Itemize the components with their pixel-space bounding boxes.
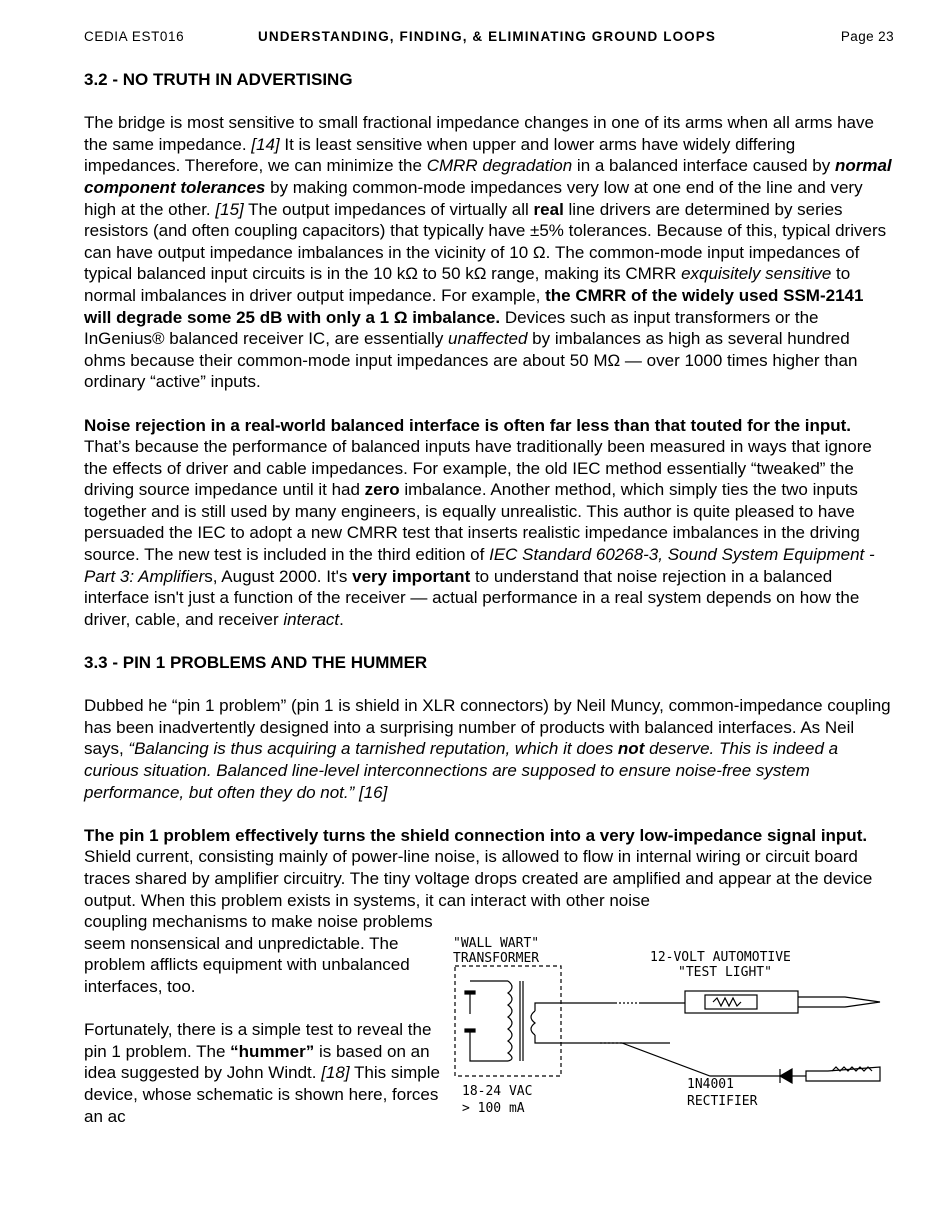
section-heading-3-2: 3.2 - NO TRUTH IN ADVERTISING <box>84 70 353 89</box>
label-wall-wart-line2: TRANSFORMER <box>453 951 540 967</box>
text: The bridge is most sensitive to small fractional impedance changes in one of its arms when all arms have the same impedance. <box>84 113 874 154</box>
text: It is least sensitive when upper and lower arms have widely differing impedances. Therefore, we can minimize the <box>84 134 796 176</box>
paragraph-hummer <box>84 1019 446 1127</box>
emphasis-noise-rejection-lead: Noise rejection in a real-world balanced interface is often far less than that touted for the input. <box>84 415 852 435</box>
header-doc-id: CEDIA EST016 <box>84 29 185 44</box>
schematic-labels <box>453 936 791 1116</box>
transformer-core <box>520 981 523 1061</box>
text: to understand that noise rejection in a balanced interface isn't just a function of the receiver — actual performance in a real system depends on how the driver, cable, and receiver <box>84 566 860 629</box>
text: is based on an idea suggested by John Windt. <box>84 1041 430 1083</box>
emphasis-unaffected: unaffected <box>448 329 528 349</box>
label-test-light-line1: 12-VOLT AUTOMOTIVE <box>650 950 791 966</box>
emphasis-exquisitely-sensitive: exquisitely sensitive <box>681 264 832 284</box>
emphasis-interact: interact <box>283 609 340 629</box>
figure-section <box>84 911 894 1127</box>
paragraph-pin1-problem <box>84 695 894 803</box>
text: in a balanced interface caused by <box>572 156 835 176</box>
header-title: UNDERSTANDING, FINDING, & ELIMINATING GROUND LOOPS <box>258 29 716 44</box>
lead-to-rectifier <box>622 1043 780 1076</box>
transformer-enclosure <box>455 966 561 1076</box>
test-light-filament <box>713 998 741 1006</box>
emphasis-very-important: very important <box>352 566 471 586</box>
label-test-light-line2: "TEST LIGHT" <box>678 965 772 981</box>
hummer-schematic <box>450 911 898 1121</box>
label-vac-line1: 18-24 VAC <box>462 1084 533 1100</box>
emphasis-real: real <box>533 199 564 219</box>
section-heading-3-3: 3.3 - PIN 1 PROBLEMS AND THE HUMMER <box>84 653 428 673</box>
primary-coil <box>508 981 512 1061</box>
emphasis-pin1-lead: The pin 1 problem effectively turns the shield connection into a very low-impedance signal input. <box>84 825 868 845</box>
reference-18: [18] <box>321 1063 350 1083</box>
text: to normal imbalances in driver output impedance. For example, <box>84 264 851 305</box>
label-vac-line2: > 100 mA <box>462 1101 525 1117</box>
diode-symbol <box>780 1069 792 1083</box>
emphasis-normal-tolerances: normal component tolerances <box>84 156 892 197</box>
text: That’s because the performance of balanced inputs have traditionally been measured in ways that ignore the effects of driver and cable impedances. For example, the old IEC method essentially “tweaked” the driving source impedance until it had <box>84 437 872 500</box>
text: imbalance. Another method, which simply ties the two inputs together and is still used by many engineers, is equally unrealistic. This author is quite pleased to have persuaded the IEC to adopt a new CMRR test that inserts realistic impedance imbalances in the driving source. The new test is included in the third edition of <box>84 480 860 565</box>
figure-side-text <box>84 911 446 1127</box>
label-wall-wart-line1: "WALL WART" <box>453 936 540 952</box>
schematic-diagram <box>450 911 898 1121</box>
text: by imbalances as high as several hundred ohms because their common-mode input impedances are about 50 MΩ — over 1000 times higher than ordinary “active” inputs. <box>84 329 858 392</box>
paragraph-shield-connection <box>84 825 894 911</box>
emphasis-hummer: “hummer” <box>230 1041 315 1061</box>
test-light-probe <box>798 997 880 1007</box>
text: Shield current, consisting mainly of power-line noise, is allowed to flow in internal wiring or circuit board traces shared by amplifier circuitry. The tiny voltage drops created are amplified and appear at the device output. When this problem exists in systems, it can interact with other noise <box>84 847 873 910</box>
page-body <box>84 69 894 1127</box>
secondary-coil <box>531 1011 535 1035</box>
text: “Balancing is thus acquiring a tarnished reputation, which it does <box>128 739 618 759</box>
emphasis-cmrr-degradation: CMRR degradation <box>426 156 573 176</box>
text: line drivers are determined by series resistors (and often coupling capacitors) that typically have ±5% tolerances. Because of this, typical drivers can have output impedance imbalances in the vicinity of 10 Ω. The common-mode input impedances of typical balanced input circuits is in the 10 kΩ to 50 kΩ range, making its CMRR <box>84 199 887 284</box>
text: Dubbed he “pin 1 problem” (pin 1 is shield in XLR connectors) by Neil Muncy, common-impedance coupling has been inadvertently designed into a surprising number of products with balanced interfaces. As Neil says, <box>84 696 891 759</box>
secondary-lead-top <box>535 1003 580 1011</box>
text: by making common-mode impedances very low at one end of the line and very high at the other. <box>84 177 863 219</box>
quote-neil-muncy <box>84 739 838 801</box>
text: Devices such as input transformers or the InGenius® balanced receiver IC, are essentially <box>84 307 819 349</box>
emphasis-zero: zero <box>364 480 400 500</box>
text: s, August 2000. It's <box>204 566 353 586</box>
text: Fortunately, there is a simple test to reveal the pin 1 problem. The <box>84 1020 432 1061</box>
paragraph-noise-rejection <box>84 415 894 631</box>
emphasis-ssm2141: the CMRR of the widely used SSM-2141 will degrade some 25 dB with only a 1 Ω imbalance. <box>84 285 864 327</box>
reference-15: [15] <box>215 199 244 219</box>
header-page-number: Page 23 <box>840 29 894 44</box>
schematic-lines <box>455 966 880 1083</box>
paragraph-coupling-mechanisms: coupling mechanisms to make noise problems seem nonsensical and unpredictable. The problem afflicts equipment with unbalanced interfaces, too. <box>84 912 433 996</box>
label-rectifier-line1: 1N4001 <box>687 1077 734 1093</box>
alligator-clip <box>806 1067 880 1081</box>
emphasis-not: not <box>617 739 645 759</box>
page-header <box>84 29 894 47</box>
primary-wiring <box>470 994 508 1061</box>
text: This simple device, whose schematic is shown here, forces an ac <box>84 1063 440 1126</box>
text: deserve. This is indeed a curious situation. Balanced line-level interconnections are supposed to ensure noise-free system performance, but often they do not.” [16] <box>84 739 839 802</box>
text: The output impedances of virtually all <box>243 199 534 219</box>
secondary-lead-bottom <box>535 1035 670 1043</box>
citation-iec-standard: IEC Standard 60268-3, Sound System Equipment - Part 3: Amplifier <box>84 545 875 586</box>
text: . <box>339 609 344 629</box>
label-rectifier-line2: RECTIFIER <box>687 1094 758 1110</box>
reference-14: [14] <box>251 134 280 154</box>
plug-prong-top <box>465 991 475 994</box>
test-light-body <box>685 991 798 1013</box>
paragraph-bridge-sensitivity <box>84 112 894 393</box>
